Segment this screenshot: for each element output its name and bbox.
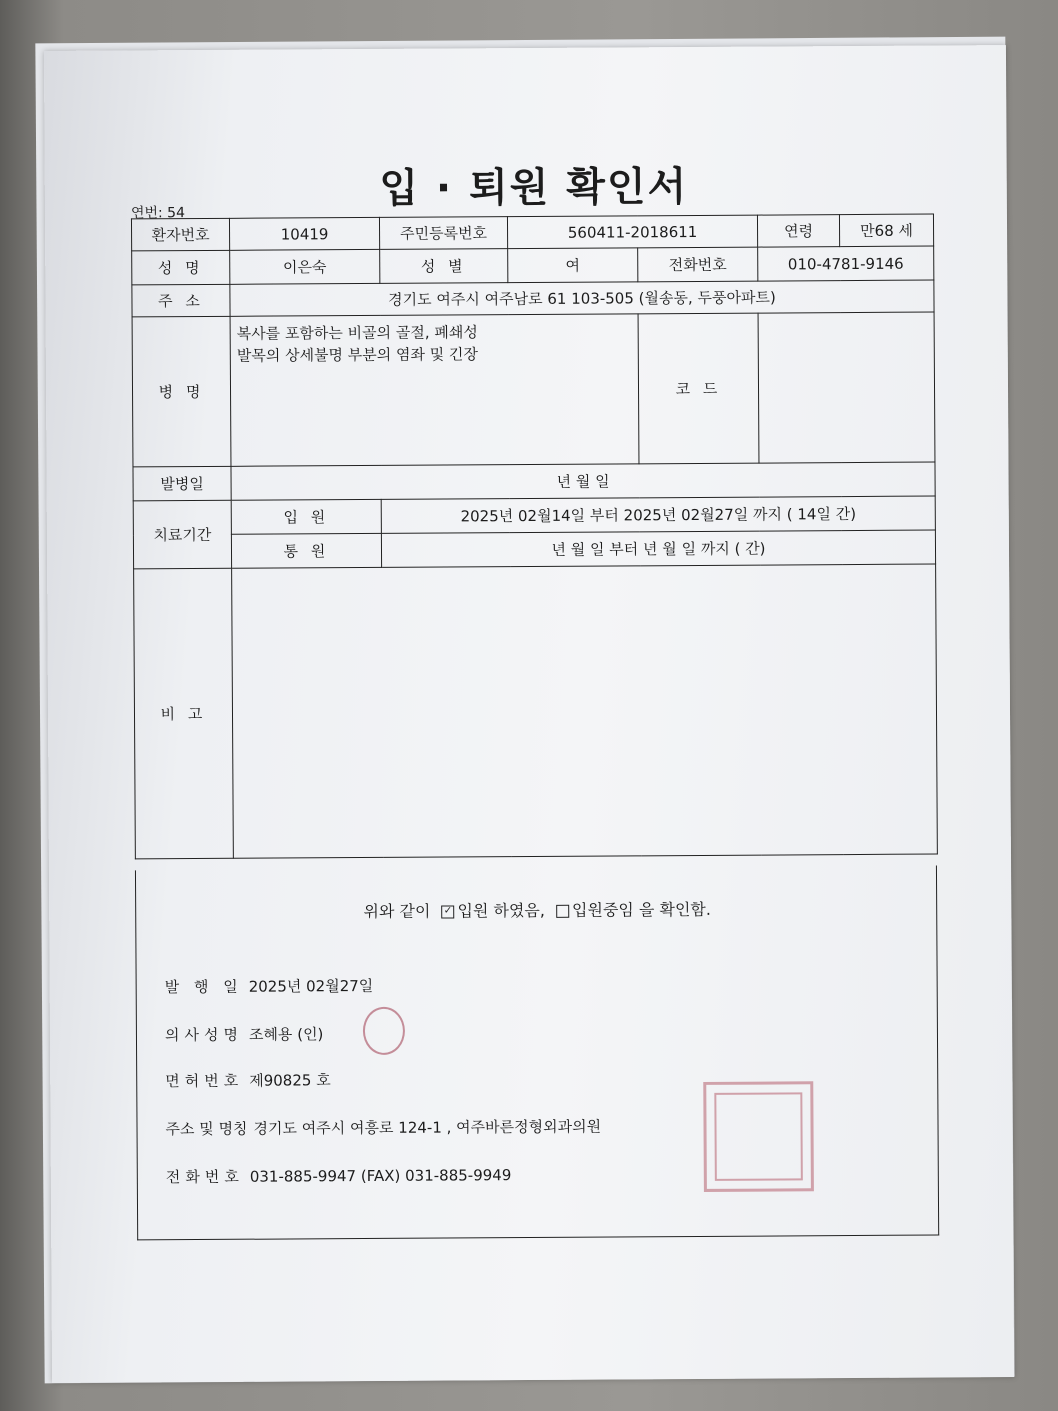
label-outpatient: 통 원 xyxy=(231,533,381,568)
label-age: 연령 xyxy=(757,215,839,248)
checkbox-hospitalized[interactable] xyxy=(556,905,569,918)
label-period: 치료기간 xyxy=(133,500,231,569)
patient-form-table xyxy=(131,214,938,860)
doctor-row xyxy=(165,1023,324,1045)
value-age: 만68 세 xyxy=(839,214,933,247)
doctor-seal-stamp xyxy=(363,1007,405,1055)
row-inpatient xyxy=(133,496,935,535)
value-sex: 여 xyxy=(508,248,638,283)
confirmation-section xyxy=(135,866,939,1241)
value-outpatient: 년 월 일 부터 년 월 일 까지 ( 간) xyxy=(381,530,935,567)
value-rrn: 560411-2018611 xyxy=(507,215,757,249)
document-paper xyxy=(44,45,1014,1383)
row-onset xyxy=(133,462,935,501)
label-remarks: 비 고 xyxy=(134,568,234,859)
value-code xyxy=(758,312,935,463)
license-row xyxy=(165,1069,331,1091)
label-rrn: 주민등록번호 xyxy=(379,217,507,250)
doctor-name: 조혜용 xyxy=(248,1025,293,1044)
row-diagnosis xyxy=(132,312,935,467)
license-label: 면허번호 xyxy=(165,1071,244,1091)
clinic-seal-stamp xyxy=(703,1081,814,1192)
document-title: 입 · 퇴원 확인서 xyxy=(379,164,689,212)
diagnosis-line-1: 복사를 포함하는 비골의 골절, 폐쇄성 xyxy=(236,323,478,343)
row-outpatient xyxy=(133,530,935,569)
label-inpatient: 입 원 xyxy=(231,499,381,534)
clinic-phone-value: 031-885-9947 (FAX) 031-885-9949 xyxy=(249,1166,512,1186)
row-address xyxy=(132,280,934,317)
label-code: 코 드 xyxy=(638,313,759,464)
row-patient-no xyxy=(131,214,933,251)
value-name: 이은숙 xyxy=(230,249,380,284)
value-phone: 010-4781-9146 xyxy=(758,246,934,281)
confirm-prefix: 위와 같이 xyxy=(363,901,431,922)
diagnosis-line-2: 발목의 상세불명 부분의 염좌 및 긴장 xyxy=(236,345,479,365)
value-remarks xyxy=(232,564,938,858)
value-address: 경기도 여주시 여주남로 61 103-505 (월송동, 두풍아파트) xyxy=(230,280,934,316)
issue-date-row xyxy=(165,975,374,997)
clinic-phone-label: 전화번호 xyxy=(165,1167,244,1187)
issue-date-value: 2025년 02월27일 xyxy=(248,976,374,996)
label-diagnosis: 병 명 xyxy=(132,316,231,467)
confirm-option-admitted: 입원 하였음, xyxy=(457,900,545,921)
checkbox-admitted[interactable]: ✓ xyxy=(441,905,454,918)
issue-date-label: 발 행 일 xyxy=(164,977,243,997)
label-sex: 성 별 xyxy=(380,249,508,284)
row-remarks xyxy=(134,564,938,859)
label-patient-no: 환자번호 xyxy=(131,218,229,251)
seal-mark: (인) xyxy=(297,1025,324,1044)
phone-row xyxy=(166,1164,512,1187)
label-phone: 전화번호 xyxy=(638,247,758,282)
confirm-option-hospitalized: 입원중임 을 확인함. xyxy=(571,899,711,920)
doctor-label: 의사성명 xyxy=(164,1025,243,1045)
serial-number: 연번: 54 xyxy=(130,205,186,222)
value-patient-no: 10419 xyxy=(229,217,379,250)
address-row xyxy=(165,1116,601,1140)
value-onset: 년 월 일 xyxy=(231,462,935,500)
clinic-address-value: 경기도 여주시 여흥로 124-1 , 여주바른정형외과의원 xyxy=(253,1117,602,1138)
value-inpatient: 2025년 02월14일 부터 2025년 02월27일 까지 ( 14일 간) xyxy=(381,496,935,533)
license-value: 제90825 호 xyxy=(249,1071,331,1090)
row-name xyxy=(132,246,934,285)
confirmation-statement xyxy=(136,896,938,924)
value-diagnosis xyxy=(230,314,639,466)
label-address: 주 소 xyxy=(132,284,230,317)
label-onset: 발병일 xyxy=(133,466,231,501)
clinic-address-label: 주소 및 명칭 xyxy=(165,1119,248,1139)
label-name: 성 명 xyxy=(132,250,230,285)
